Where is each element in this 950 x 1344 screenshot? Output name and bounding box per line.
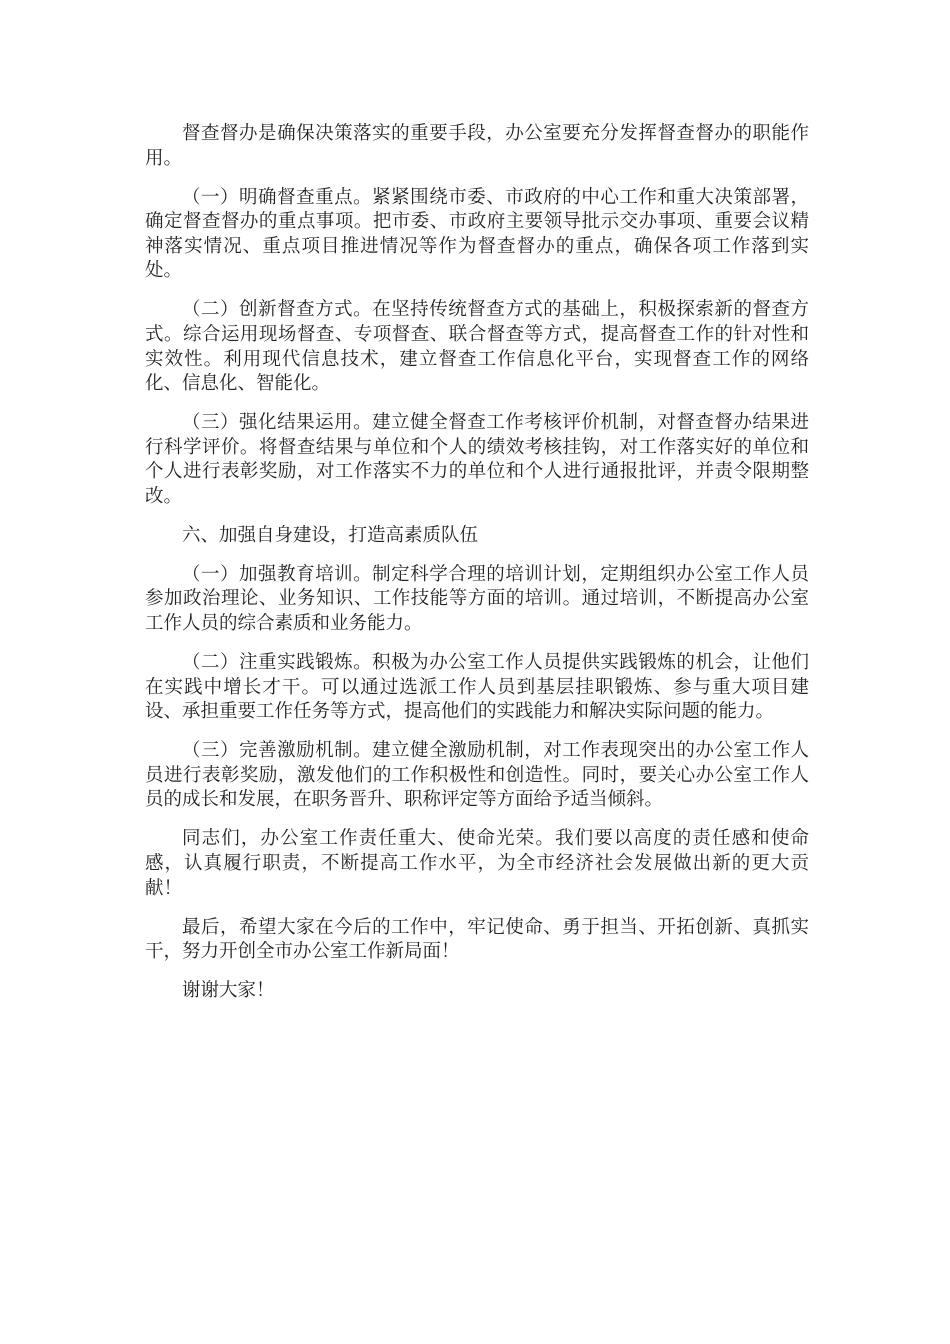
paragraph-closing-remarks: 同志们，办公室工作责任重大、使命光荣。我们要以高度的责任感和使命感，认真履行职责，不断提高工作水平，为全市经济社会发展做出新的更大贡献！	[145, 828, 809, 899]
paragraph-supervision-intro: 督查督办是确保决策落实的重要手段，办公室要充分发挥督查督办的职能作用。	[145, 123, 809, 169]
paragraph-final-hope: 最后，希望大家在今后的工作中，牢记使命、勇于担当、开拓创新、真抓实干，努力开创全市办公室工作新局面！	[145, 916, 809, 963]
paragraph-supervision-focus: （一）明确督查重点。紧紧围绕市委、市政府的中心工作和重大决策部署，确定督查督办的重点事项。把市委、市政府主要领导批示交办事项、重要会议精神落实情况、重点项目推进情况等作为督查督办的重点，确保各项工作落到实处。	[145, 186, 809, 282]
paragraph-thanks: 谢谢大家！	[182, 980, 275, 1002]
document-body	[145, 122, 809, 1018]
section-heading-team-building: 六、加强自身建设，打造高素质队伍	[182, 524, 479, 546]
paragraph-supervision-results: （三）强化结果运用。建立健全督查工作考核评价机制，对督查督办结果进行科学评价。将督查结果与单位和个人的绩效考核挂钩，对工作落实好的单位和个人进行表彰奖励，对工作落实不力的单位和个人进行通报批评，并责令限期整改。	[145, 412, 809, 507]
paragraph-training: （一）加强教育培训。制定科学合理的培训计划，定期组织办公室工作人员参加政治理论、业务知识、工作技能等方面的培训。通过培训，不断提高办公室工作人员的综合素质和业务能力。	[145, 563, 809, 635]
paragraph-incentives: （三）完善激励机制。建立健全激励机制，对工作表现突出的办公室工作人员进行表彰奖励，激发他们的工作积极性和创造性。同时，要关心办公室工作人员的成长和发展，在职务晋升、职称评定等方面给予适当倾斜。	[145, 740, 809, 811]
paragraph-practice: （二）注重实践锻炼。积极为办公室工作人员提供实践锻炼的机会，让他们在实践中增长才干。可以通过选派工作人员到基层挂职锻炼、参与重大项目建设、承担重要工作任务等方式，提高他们的实践能力和解决实际问题的能力。	[145, 652, 809, 723]
paragraph-supervision-method: （二）创新督查方式。在坚持传统督查方式的基础上，积极探索新的督查方式。综合运用现场督查、专项督查、联合督查等方式，提高督查工作的针对性和实效性。利用现代信息技术，建立督查工作信息化平台，实现督查工作的网络化、信息化、智能化。	[145, 299, 809, 395]
